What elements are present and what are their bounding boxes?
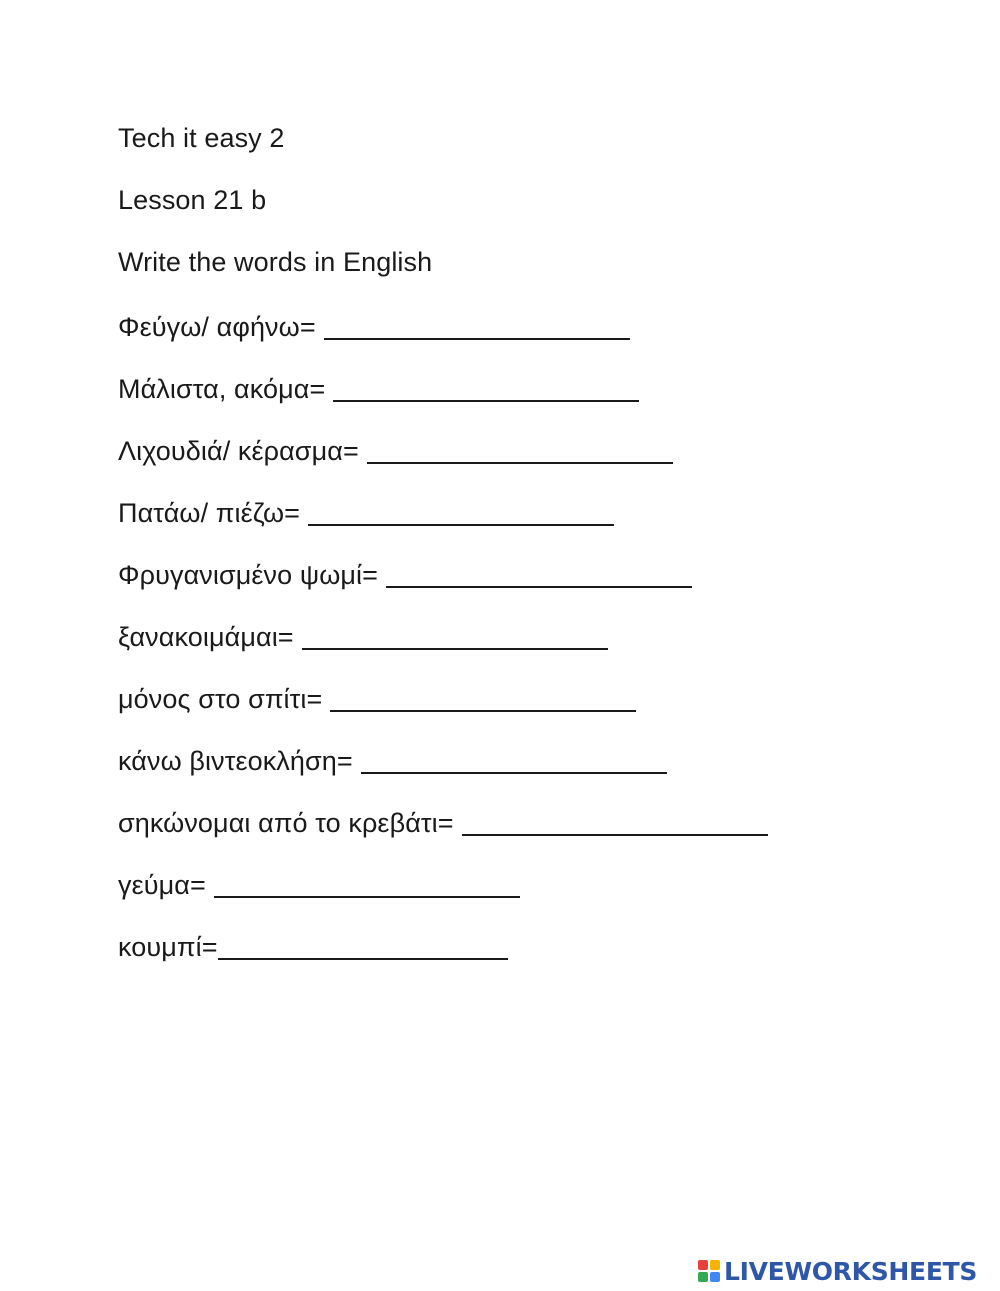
vocab-label: κάνω βιντεοκλήση= xyxy=(118,746,353,776)
vocab-item-4 xyxy=(118,488,978,550)
vocab-label: ξανακοιμάμαι= xyxy=(118,622,294,652)
lesson-label: Lesson 21 b xyxy=(118,185,267,215)
instruction-text: Write the words in English xyxy=(118,247,433,277)
answer-blank[interactable] xyxy=(361,740,667,774)
vocab-label: σηκώνομαι από το κρεβάτι= xyxy=(118,808,454,838)
vocab-label: Μάλιστα, ακόμα= xyxy=(118,374,326,404)
vocab-item-6 xyxy=(118,612,978,674)
worksheet xyxy=(118,116,978,984)
answer-blank[interactable] xyxy=(333,368,639,402)
logo-block xyxy=(698,1272,708,1282)
logo-blocks-icon xyxy=(698,1260,720,1282)
vocab-label: Φεύγω/ αφήνω= xyxy=(118,312,316,342)
vocab-item-10 xyxy=(118,860,978,922)
vocab-label: μόνος στο σπίτι= xyxy=(118,684,323,714)
worksheet-title: Tech it easy 2 xyxy=(118,123,285,153)
answer-blank[interactable] xyxy=(324,306,630,340)
vocab-item-5 xyxy=(118,550,978,612)
logo-block xyxy=(710,1260,720,1270)
vocab-item-11 xyxy=(118,922,978,984)
vocab-label: κουμπί= xyxy=(118,932,218,962)
brand-name: LIVEWORKSHEETS xyxy=(724,1256,978,1286)
answer-blank[interactable] xyxy=(308,492,614,526)
answer-blank[interactable] xyxy=(386,554,692,588)
answer-blank[interactable] xyxy=(367,430,673,464)
vocab-label: Λιχουδιά/ κέρασμα= xyxy=(118,436,359,466)
liveworksheets-logo xyxy=(698,1256,977,1286)
logo-block xyxy=(698,1260,708,1270)
vocab-item-1 xyxy=(118,302,978,364)
vocab-item-3 xyxy=(118,426,978,488)
vocab-item-9 xyxy=(118,798,978,860)
vocab-label: Πατάω/ πιέζω= xyxy=(118,498,300,528)
vocab-item-7 xyxy=(118,674,978,736)
vocab-item-2 xyxy=(118,364,978,426)
logo-block xyxy=(710,1272,720,1282)
answer-blank[interactable] xyxy=(218,926,508,960)
answer-blank[interactable] xyxy=(302,616,608,650)
vocab-label: γεύμα= xyxy=(118,870,206,900)
vocab-item-8 xyxy=(118,736,978,798)
answer-blank[interactable] xyxy=(330,678,636,712)
vocab-label: Φρυγανισμένο ψωμί= xyxy=(118,560,379,590)
answer-blank[interactable] xyxy=(214,864,520,898)
answer-blank[interactable] xyxy=(462,802,768,836)
